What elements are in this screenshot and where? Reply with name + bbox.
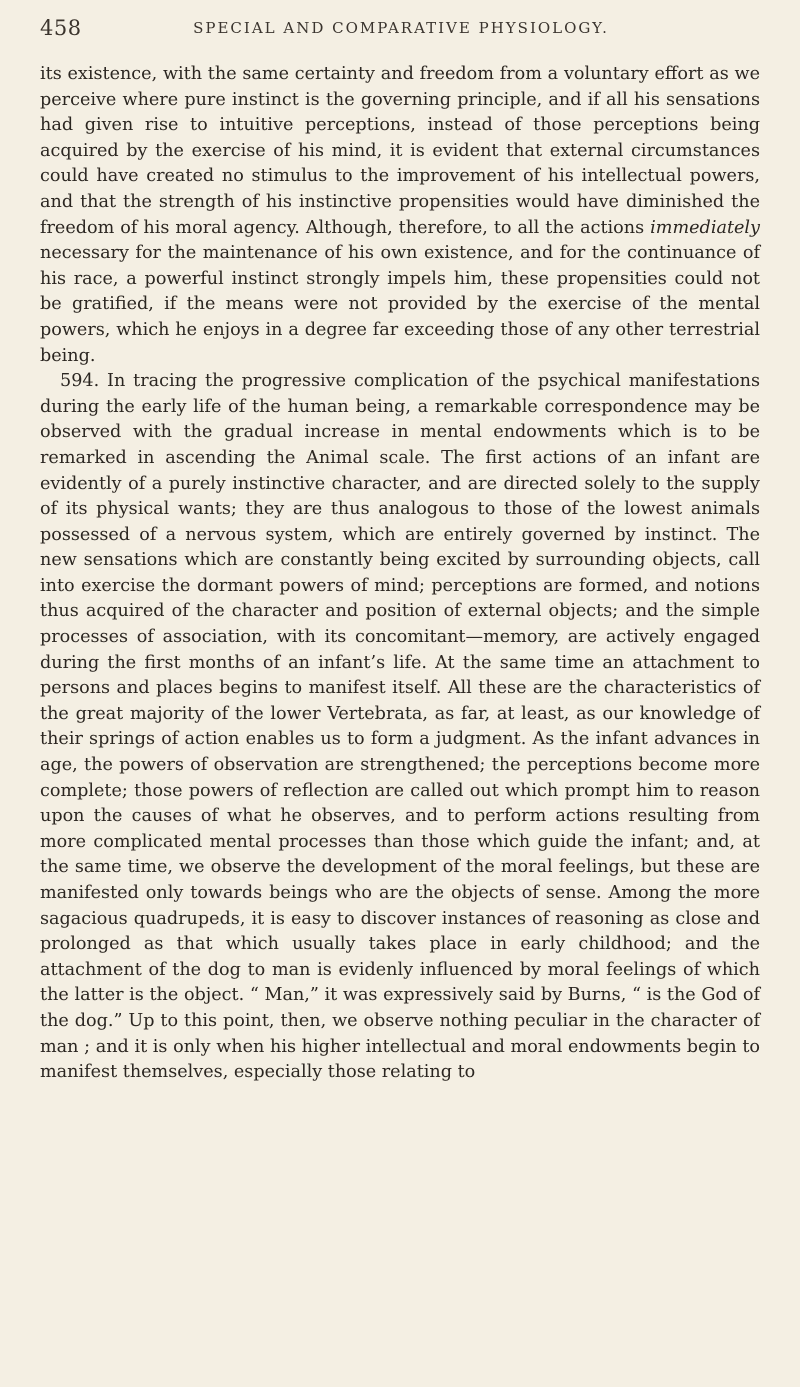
page-number: 458 <box>40 16 82 40</box>
running-head <box>40 16 762 44</box>
paragraph-594 <box>40 369 760 1086</box>
paragraph-text: In tracing the progressive complication of the psychical manifestations during the early life of the human being, a remarkable correspondence may be observed with the gradual increase in mental endowments which is to be remarked in ascending the Animal scale. The first actions of an infant are evidently of a purely instinctive character, and are directed solely to the supply of its physical wants; they are thus analogous to those of the lowest animals possessed of a nervous system, which are entirely governed by instinct. The new sensations which are constantly being excited by surrounding objects, call into exercise the dormant powers of mind; perceptions are formed, and notions thus acquired of the character and position of external objects; and the simple processes of association, with its concomitant—memory, are actively engaged during the first months of an infant’s life. At the same time an attachment to persons and places begins to manifest itself. All these are the characteristics of the great majority of the lower Vertebrata, as far, at least, as our knowledge of their springs of action enables us to form a judgment. As the infant advances in age, the powers of observation are strengthened; the perceptions become more complete; those powers of reflection are called out which prompt him to reason upon the causes of what he observes, and to perform actions resulting from more complicated mental processes than those which guide the infant; and, at the same time, we observe the development of the moral feelings, but these are manifested only towards beings who are the objects of sense. Among the more sagacious quadrupeds, it is easy to discover instances of reasoning as close and prolonged as that which usually takes place in early childhood; and the attachment of the dog to man is evidenly influenced by moral feelings of which the latter is the object. “ Man,” it was expressively said by Burns, “ is the God of the dog.” Up to this point, then, we observe nothing peculiar in the character of man ; and it is only when his higher intellectual and moral endowments begin to manifest themselves, especially those relating to <box>40 371 760 1083</box>
paragraph-text-after: necessary for the maintenance of his own existence, and for the continuance of his race, a powerful instinct strongly impels him, these propensities could not be gratified, if the means were not provided by the exercise of the mental powers, which he enjoys in a degree far exceeding those of any other terrestrial being. <box>40 243 760 366</box>
paragraph-text-before: its existence, with the same certainty and freedom from a voluntary effort as we perceive where pure instinct is the governing principle, and if all his sensations had given rise to intuitive perceptions, instead of those perceptions being acquired by the exercise of his mind, it is evident that external circumstances could have created no stimulus to the improvement of his intellectual powers, and that the strength of his instinctive propensities would have diminished the freedom of his moral agency. Although, therefore, to all the actions <box>40 64 760 238</box>
body-text <box>40 62 760 1086</box>
running-title: SPECIAL AND COMPARATIVE PHYSIOLOGY. <box>193 19 609 37</box>
paragraph-number: 594. <box>60 371 100 392</box>
emphasis-immediately: immediately <box>650 217 760 238</box>
paragraph-continued <box>40 62 760 369</box>
